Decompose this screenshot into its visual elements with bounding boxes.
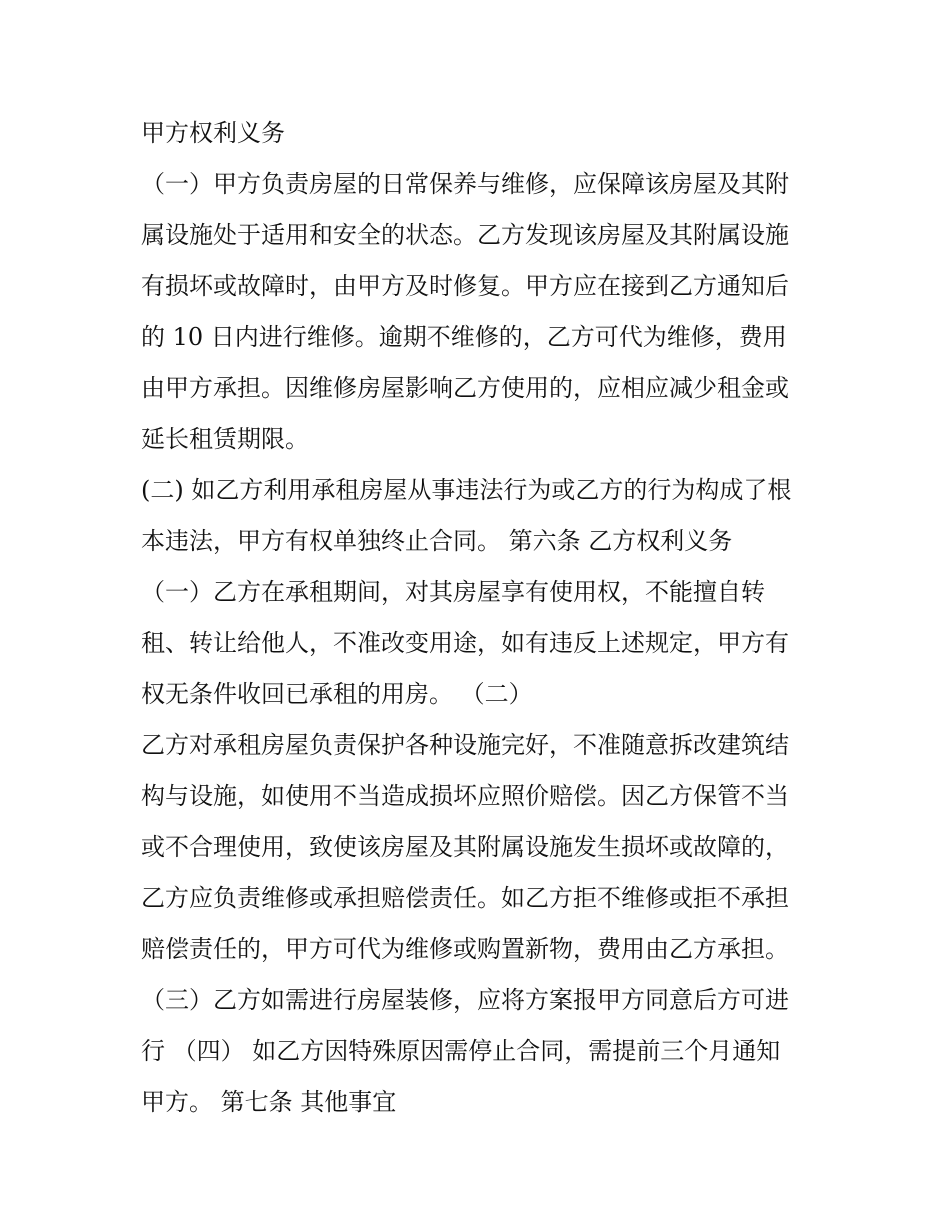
text-line: 本违法，甲方有权单独终止合同。 第六条 乙方权利义务 <box>141 527 733 555</box>
text-line: 有损坏或故障时，由甲方及时修复。甲方应在接到乙方通知后 <box>141 272 789 300</box>
text-line: （一）甲方负责房屋的日常保养与维修，应保障该房屋及其附 <box>141 170 789 198</box>
text-line: 构与设施，如使用不当造成损坏应照价赔偿。因乙方保管不当 <box>141 782 789 810</box>
text-line: 权无条件收回已承租的用房。 （二） <box>141 680 533 708</box>
text-line: (二) 如乙方利用承租房屋从事违法行为或乙方的行为构成了根 <box>141 476 792 504</box>
text-line: 由甲方承担。因维修房屋影响乙方使用的，应相应减少租金或 <box>141 374 789 402</box>
text-line: 甲方。 第七条 其他事宜 <box>141 1088 397 1116</box>
text-line: 属设施处于适用和安全的状态。乙方发现该房屋及其附属设施 <box>141 221 789 249</box>
text-line: （一）乙方在承租期间，对其房屋享有使用权，不能擅自转 <box>141 578 765 606</box>
text-line: 延长租赁期限。 <box>141 425 309 453</box>
text-line: 或不合理使用，致使该房屋及其附属设施发生损坏或故障的， <box>141 833 789 861</box>
text-line: 乙方应负责维修或承担赔偿责任。如乙方拒不维修或拒不承担 <box>141 884 789 912</box>
text-line: 乙方对承租房屋负责保护各种设施完好，不准随意拆改建筑结 <box>141 731 789 759</box>
text-line: 的 10 日内进行维修。逾期不维修的，乙方可代为维修，费用 <box>141 323 787 351</box>
text-line: （三）乙方如需进行房屋装修，应将方案报甲方同意后方可进 <box>141 986 789 1014</box>
text-line: 租、转让给他人，不准改变用途，如有违反上述规定，甲方有 <box>141 629 789 657</box>
document-body <box>141 108 841 1128</box>
text-line: 甲方权利义务 <box>141 119 285 147</box>
text-line: 行 （四） 如乙方因特殊原因需停止合同，需提前三个月通知 <box>141 1037 781 1065</box>
text-line: 赔偿责任的，甲方可代为维修或购置新物，费用由乙方承担。 <box>141 935 789 963</box>
